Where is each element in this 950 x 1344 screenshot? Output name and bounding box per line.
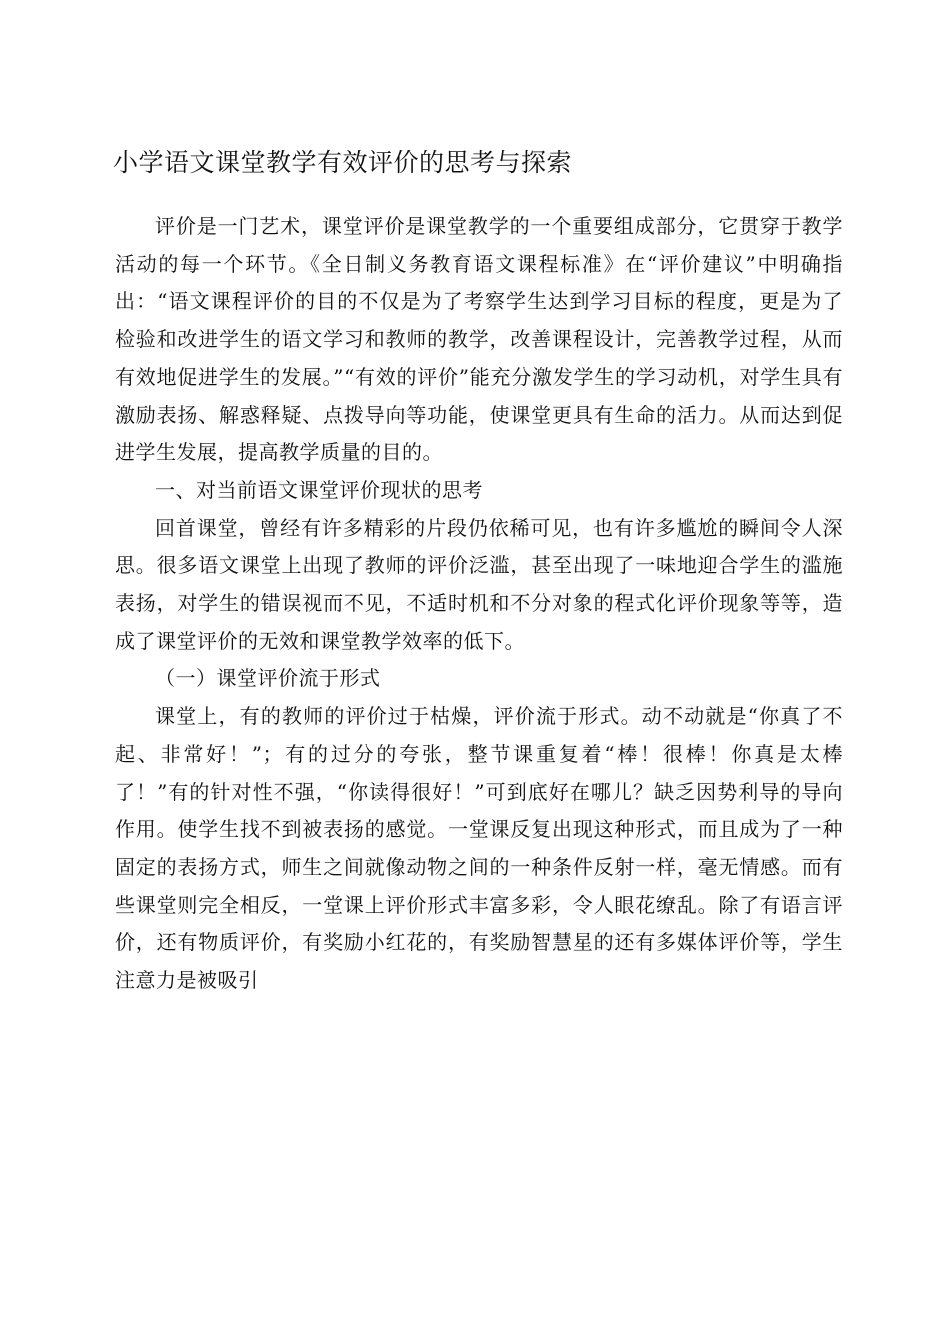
subsection-heading: （一）课堂评价流于形式 bbox=[155, 666, 381, 691]
document-title: 小学语文课堂教学有效评价的思考与探索 bbox=[113, 148, 573, 177]
subsection-paragraph: 课堂上，有的教师的评价过于枯燥，评价流于形式。动不动就是“你真了不起、非常好！”；有的过分的夸张，整节课重复着“棒！很棒！你真是太棒了！”有的针对性不强，“你读得很好！”可到底好在哪儿？缺乏因势利导的导向作用。使学生找不到被表扬的感觉。一堂课反复出现这种形式，而且成为了一种固定的表扬方式，师生之间就像动物之间的一种条件反射一样，毫无情感。而有些课堂则完全相反，一堂课上评价形式丰富多彩，令人眼花缭乱。除了有语言评价，还有物质评价，有奖励小红花的，有奖励智慧星的还有多媒体评价等，学生注意力是被吸引 bbox=[115, 704, 843, 993]
section-paragraph: 回首课堂，曾经有许多精彩的片段仍依稀可见，也有许多尴尬的瞬间令人深思。很多语文课堂上出现了教师的评价泛滥，甚至出现了一味地迎合学生的滥施表扬，对学生的错误视而不见，不适时机和不分对象的程式化评价现象等等，造成了课堂评价的无效和课堂教学效率的低下。 bbox=[115, 515, 843, 653]
section-heading: 一、对当前语文课堂评价现状的思考 bbox=[155, 477, 483, 502]
intro-paragraph: 评价是一门艺术，课堂评价是课堂教学的一个重要组成部分，它贯穿于教学活动的每一个环节。《全日制义务教育语文课程标准》在“评价建议”中明确指出：“语文课程评价的目的不仅是为了考察学生达到学习目标的程度，更是为了检验和改进学生的语文学习和教师的教学，改善课程设计，完善教学过程，从而有效地促进学生的发展。”“有效的评价”能充分激发学生的学习动机，对学生具有激励表扬、解惑释疑、点拨导向等功能，使课堂更具有生命的活力。从而达到促进学生发展，提高教学质量的目的。 bbox=[115, 214, 843, 465]
document-body bbox=[115, 208, 843, 1000]
